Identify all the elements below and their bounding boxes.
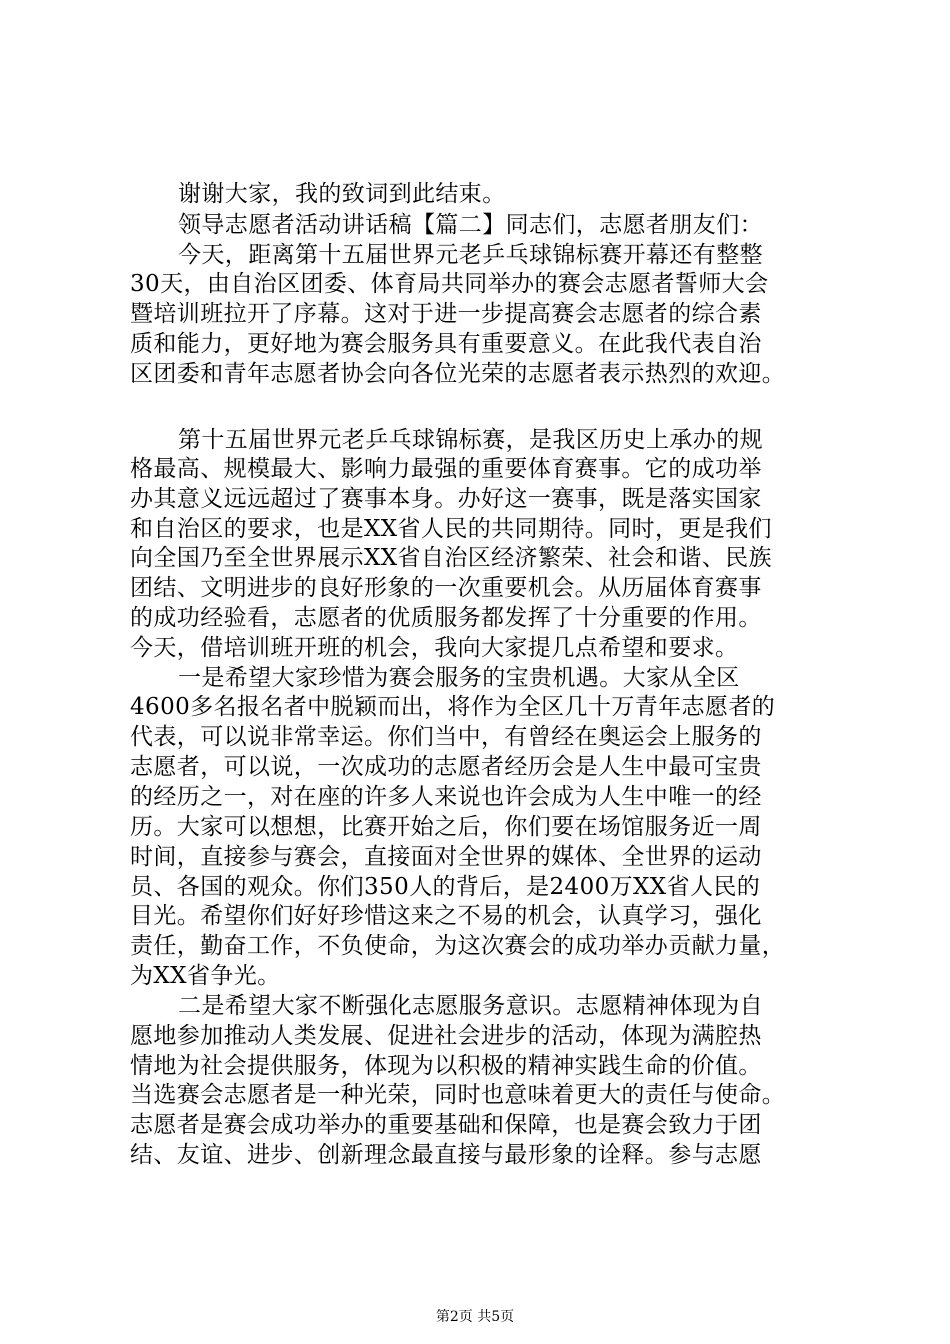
text-line: 团结、文明进步的良好形象的一次重要机会。从历届体育赛事	[130, 575, 762, 601]
text-line: 暨培训班拉开了序幕。这对于进一步提高赛会志愿者的综合素	[130, 301, 762, 327]
text-line: 历。大家可以想想，比赛开始之后，你们要在场馆服务近一周	[130, 814, 762, 840]
text-line: 一是希望大家珍惜为赛会服务的宝贵机遇。大家从全区	[178, 665, 740, 691]
page-number-footer: 第2页 共5页	[435, 1309, 515, 1325]
text-line: 责任，勤奋工作，不负使命，为这次赛会的成功举办贡献力量，	[130, 933, 786, 959]
text-line: 志愿者是赛会成功举办的重要基础和保障，也是赛会致力于团	[130, 1112, 762, 1138]
text-line: 办其意义远远超过了赛事本身。办好这一赛事，既是落实国家	[130, 486, 762, 512]
text-line: 二是希望大家不断强化志愿服务意识。志愿精神体现为自	[178, 993, 763, 1019]
text-line: 区团委和青年志愿者协会向各位光荣的志愿者表示热烈的欢迎。	[130, 361, 786, 387]
text-line: 今天，距离第十五届世界元老乒乓球锦标赛开幕还有整整	[178, 242, 763, 268]
text-line: 和自治区的要求，也是XX省人民的共同期待。同时，更是我们	[130, 516, 772, 542]
text-line: 领导志愿者活动讲话稿【篇二】同志们，志愿者朋友们：	[178, 212, 763, 238]
text-line: 时间，直接参与赛会，直接面对全世界的媒体、全世界的运动	[130, 844, 762, 870]
text-line: 质和能力，更好地为赛会服务具有重要意义。在此我代表自治	[130, 331, 762, 357]
text-line: 员、各国的观众。你们350人的背后，是2400万XX省人民的	[130, 874, 761, 900]
text-line: 志愿者，可以说，一次成功的志愿者经历会是人生中最可宝贵	[130, 754, 762, 780]
text-line: 愿地参加推动人类发展、促进社会进步的活动，体现为满腔热	[130, 1023, 762, 1049]
text-line: 结、友谊、进步、创新理念最直接与最形象的诠释。参与志愿	[130, 1142, 762, 1168]
text-line: 的经历之一，对在座的许多人来说也许会成为人生中唯一的经	[130, 784, 762, 810]
text-line: 谢谢大家，我的致词到此结束。	[178, 181, 506, 207]
text-line: 代表，可以说非常幸运。你们当中，有曾经在奥运会上服务的	[130, 724, 762, 750]
text-line: 目光。希望你们好好珍惜这来之不易的机会，认真学习，强化	[130, 903, 762, 929]
text-line: 4600多名报名者中脱颖而出，将作为全区几十万青年志愿者的	[130, 694, 776, 720]
text-line: 情地为社会提供服务，体现为以积极的精神实践生命的价值。	[130, 1053, 762, 1079]
text-line: 今天，借培训班开班的机会，我向大家提几点希望和要求。	[130, 635, 739, 661]
text-line: 的成功经验看，志愿者的优质服务都发挥了十分重要的作用。	[130, 605, 762, 631]
text-line: 格最高、规模最大、影响力最强的重要体育赛事。它的成功举	[130, 456, 762, 482]
text-line: 当选赛会志愿者是一种光荣，同时也意味着更大的责任与使命。	[130, 1082, 786, 1108]
text-line: 为XX省争光。	[130, 963, 281, 989]
text-line: 向全国乃至全世界展示XX省自治区经济繁荣、社会和谐、民族	[130, 545, 772, 571]
text-line: 30天，由自治区团委、体育局共同举办的赛会志愿者誓师大会	[130, 271, 769, 297]
text-line: 第十五届世界元老乒乓球锦标赛，是我区历史上承办的规	[178, 427, 763, 453]
